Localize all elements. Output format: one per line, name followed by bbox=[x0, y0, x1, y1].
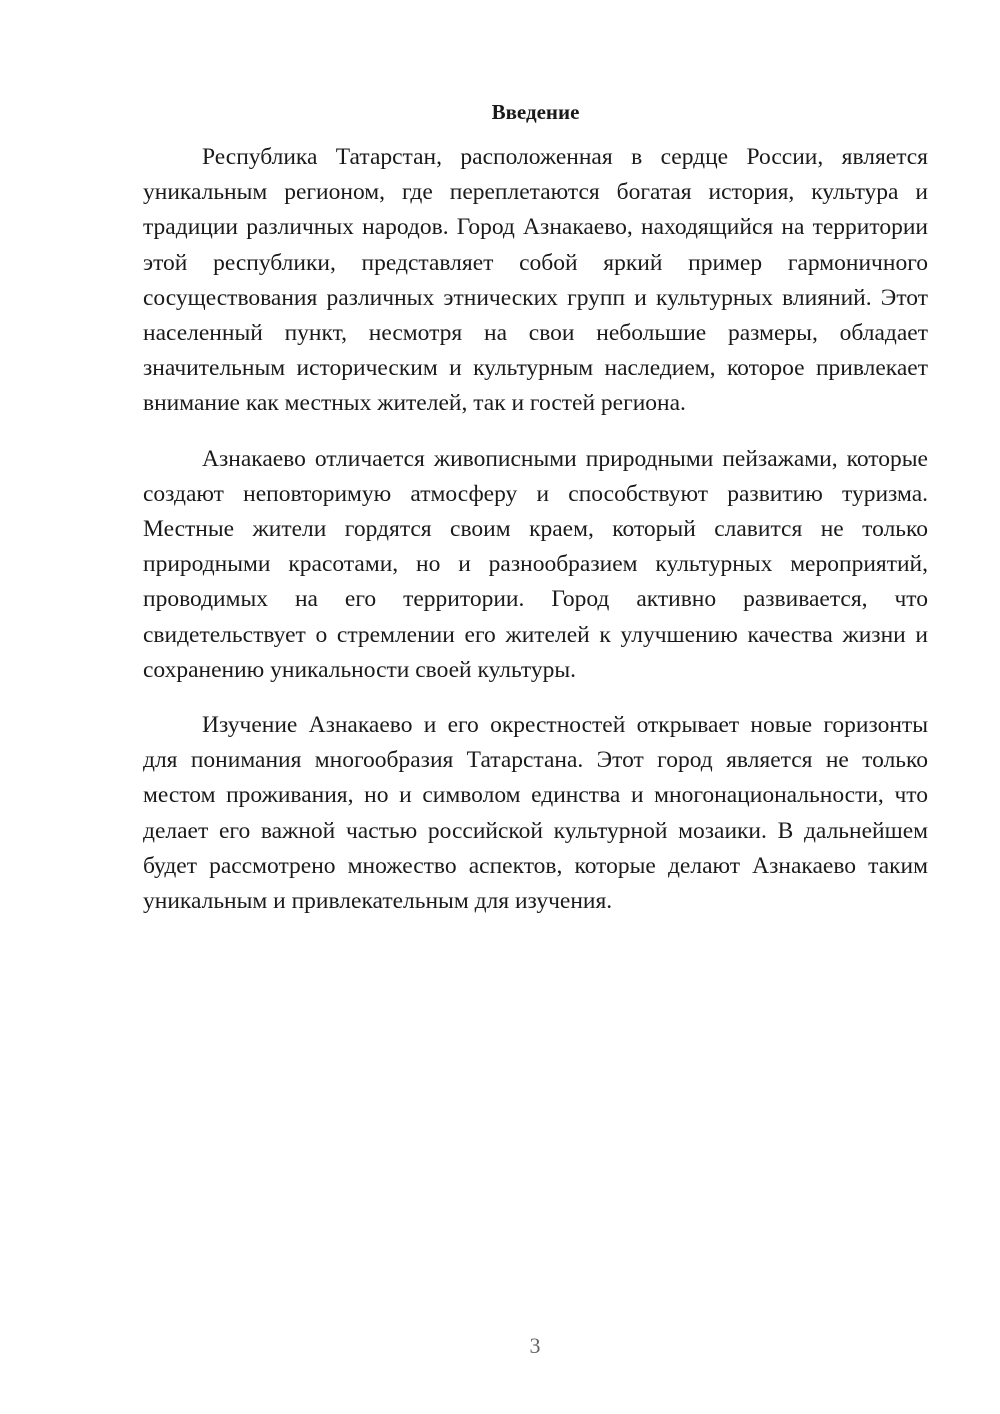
page-content bbox=[143, 96, 928, 939]
paragraph-3: Изучение Азнакаево и его окрестностей открывает новые горизонты для понимания многообразия Татарстана. Этот город является не только местом проживания, но и символом единства и многонациональности, что делает его важной частью российской культурной мозаики. В дальнейшем будет рассмотрено множество аспектов, которые делают Азнакаево таким уникальным и привлекательным для изучения. bbox=[143, 712, 928, 915]
paragraph-2: Азнакаево отличается живописными природными пейзажами, которые создают неповторимую атмосферу и способствуют развитию туризма. Местные жители гордятся своим краем, который славится не только природными красотами, но и разнообразием культурных мероприятий, проводимых на его территории. Город активно развивается, что свидетельствует о стремлении его жителей к улучшению качества жизни и сохранению уникальности своей культуры. bbox=[143, 445, 928, 683]
section-title: Введение bbox=[491, 100, 580, 124]
paragraph-1: Республика Татарстан, расположенная в сердце России, является уникальным регионом, где переплетаются богатая история, культура и традиции различных народов. Город Азнакаево, находящийся на территории этой республики, представляет собой яркий пример гармоничного сосуществования различных этнических групп и культурных влияний. Этот населенный пункт, несмотря на свои небольшие размеры, обладает значительным историческим и культурным наследием, которое привлекает внимание как местных жителей, так и гостей региона. bbox=[143, 144, 928, 417]
page-number: 3 bbox=[529, 1333, 541, 1358]
